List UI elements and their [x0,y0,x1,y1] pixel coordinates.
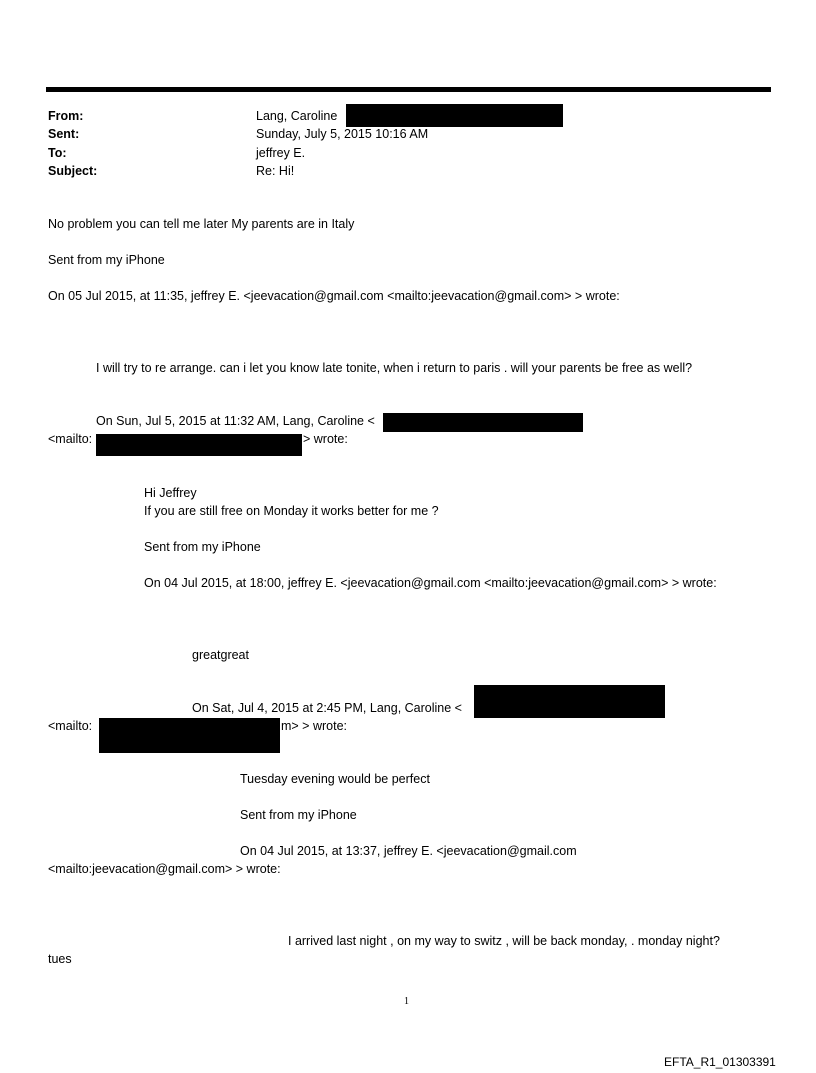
quote-attribution-continued: <mailto:jeevacation@gmail.com> > wrote: [48,862,281,876]
quoted-message: greatgreat [192,648,249,662]
subject-value: Re: Hi! [256,164,295,178]
redaction-block [99,718,280,753]
document-id: EFTA_R1_01303391 [664,1055,776,1069]
quoted-message-continued: tues [48,952,72,966]
from-value: Lang, Caroline [256,109,338,123]
quote-attribution: On 04 Jul 2015, at 13:37, jeffrey E. <jeevacation@gmail.com [240,844,577,858]
quoted-greeting: Hi Jeffrey [144,486,197,500]
to-value: jeffrey E. [256,146,306,160]
sent-from-iphone: Sent from my iPhone [240,808,357,822]
redaction-block [383,413,583,432]
page-number: 1 [404,996,409,1007]
wrote-suffix: > wrote: [303,432,348,446]
quoted-message: Tuesday evening would be perfect [240,772,430,786]
quoted-message: I arrived last night , on my way to switz , will be back monday, . monday night? [288,934,720,948]
body-paragraph: No problem you can tell me later My parents are in Italy [48,217,355,231]
quote-attribution: On 05 Jul 2015, at 11:35, jeffrey E. <jeevacation@gmail.com <mailto:jeevacation@gmail.com> > wrote: [48,289,620,303]
sent-label: Sent: [48,127,80,141]
sent-value: Sunday, July 5, 2015 10:16 AM [256,127,429,141]
redaction-block [346,104,563,127]
wrote-suffix: m> > wrote: [281,719,347,733]
quote-attribution: On 04 Jul 2015, at 18:00, jeffrey E. <jeevacation@gmail.com <mailto:jeevacation@gmail.com> > wrote: [144,576,717,590]
quoted-message: I will try to re arrange. can i let you know late tonite, when i return to paris . will your parents be free as well? [96,361,693,375]
header-rule [46,87,771,92]
quoted-message: If you are still free on Monday it works better for me ? [144,504,439,518]
sent-from-iphone: Sent from my iPhone [144,540,261,554]
mailto-prefix: <mailto: [48,719,93,733]
from-label: From: [48,109,84,123]
redaction-block [474,685,665,718]
subject-label: Subject: [48,164,98,178]
quote-attribution: On Sat, Jul 4, 2015 at 2:45 PM, Lang, Caroline < [192,701,462,715]
sent-from-iphone: Sent from my iPhone [48,253,165,267]
redaction-block [96,434,302,456]
quote-attribution: On Sun, Jul 5, 2015 at 11:32 AM, Lang, Caroline < [96,414,375,428]
to-label: To: [48,146,67,160]
mailto-prefix: <mailto: [48,432,93,446]
